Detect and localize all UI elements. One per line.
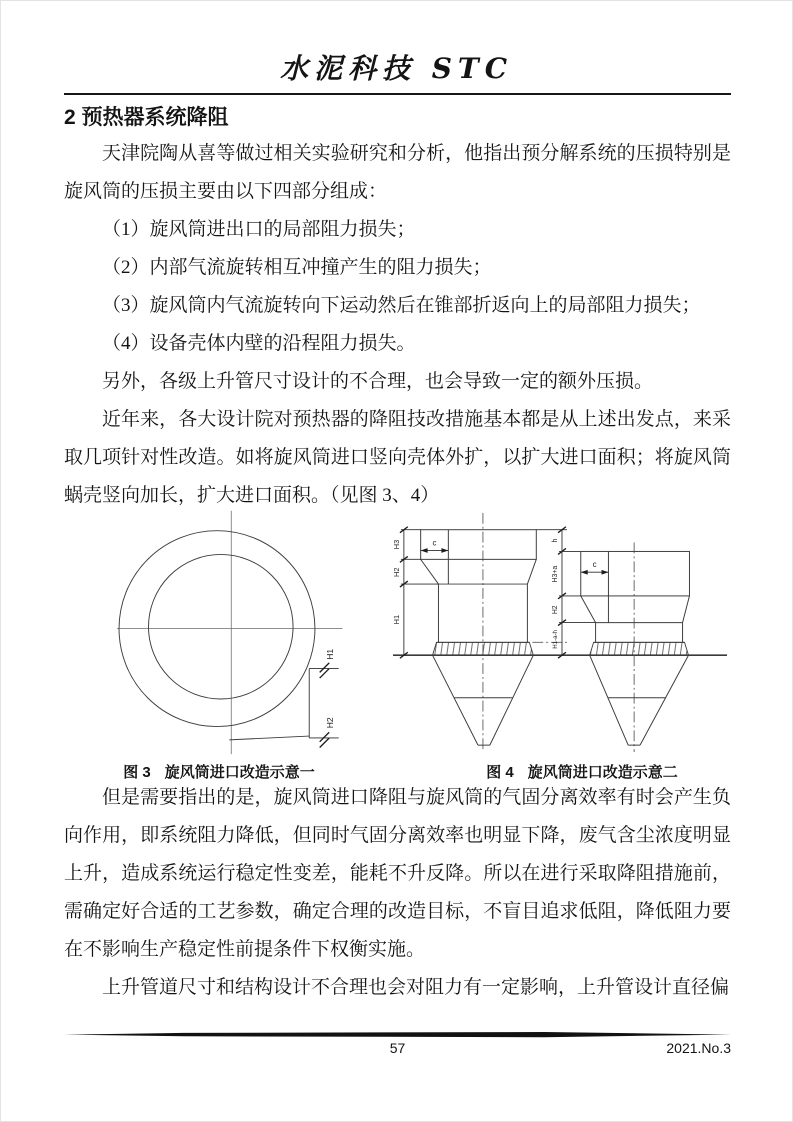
fig3-dim-h2: H2 xyxy=(324,717,335,729)
body-text-upper xyxy=(64,135,731,515)
section-heading: 2 预热器系统降阻 xyxy=(64,106,229,129)
fig4-right-dim-c: c xyxy=(592,560,597,570)
paragraph-riser: 上升管道尺寸和结构设计不合理也会对阻力有一定影响，上升管设计直径偏 xyxy=(102,977,730,998)
list-item: （3）旋风筒内气流旋转向下运动然后在锥部折返向上的局部阻力损失； xyxy=(102,295,701,316)
figure-4-drawing xyxy=(391,505,731,757)
page-footer xyxy=(64,1032,731,1060)
fig4-right-dim-h: h xyxy=(552,538,560,543)
paragraph-caution: 但是需要指出的是，旋风筒进口降阻与旋风筒的气固分离效率有时会产生负向作用，即系统阻力降低，但同时气固分离效率也明显下降，废气含尘浓度明显上升，造成系统运行稳定性变差，能耗不升反降。所以在进行采取降阻措施前，需确定好合适的工艺参数，确定合理的改造目标，不盲目追求低阻，降低阻力要在不影响生产稳定性前提条件下权衡实施。 xyxy=(64,787,731,960)
fig4-left-dim-c: c xyxy=(432,538,437,548)
figure-3 xyxy=(86,505,386,784)
paragraph-additional: 另外，各级上升管尺寸设计的不合理，也会导致一定的额外压损。 xyxy=(102,371,654,392)
list-item: （1）旋风筒进出口的局部阻力损失； xyxy=(102,219,416,240)
fig4-left-dim-h2: H2 xyxy=(391,567,401,577)
page-number: 57 xyxy=(389,1040,406,1056)
list-item: （2）内部气流旋转相互冲撞产生的阻力损失； xyxy=(102,257,492,278)
issue-number: 2021.No.3 xyxy=(666,1040,731,1056)
header-rule xyxy=(64,93,731,95)
figure-4-title: 旋风筒进口改造示意二 xyxy=(527,764,678,781)
paragraph-recent: 近年来，各大设计院对预热器的降阻技改措施基本都是从上述出发点，来采取几项针对性改造。如将旋风筒进口竖向壳体外扩，以扩大进口面积；将旋风筒蜗壳竖向加长，扩大进口面积。（见图 3、4） xyxy=(64,409,731,506)
figure-4-label: 图 4 xyxy=(486,764,514,781)
footer-numbers xyxy=(64,1038,731,1060)
figures-row xyxy=(64,505,731,779)
fig4-left-dim-h3: H3 xyxy=(391,539,401,550)
figure-3-title: 旋风筒进口改造示意一 xyxy=(164,764,315,781)
body-text-lower xyxy=(64,779,731,1007)
figure-3-drawing xyxy=(86,505,386,757)
journal-title: 水泥科技 STC xyxy=(279,52,514,85)
fig4-left-dim-h1: H1 xyxy=(391,614,401,625)
fig3-dim-h1: H1 xyxy=(324,648,335,660)
list-item: （4）设备壳体内壁的沿程阻力损失。 xyxy=(102,333,416,354)
fig4-right-dim-h3a: H3+a xyxy=(552,565,560,583)
figure-4 xyxy=(391,505,731,784)
fig4-right-dim-h1ah: H1-a-h xyxy=(552,630,560,649)
paragraph-intro: 天津院陶从喜等做过相关实验研究和分析，他指出预分解系统的压损特别是旋风筒的压损主要由以下四部分组成： xyxy=(64,143,731,202)
fig4-right-dim-h2: H2 xyxy=(552,605,560,615)
figure-3-label: 图 3 xyxy=(123,764,151,781)
